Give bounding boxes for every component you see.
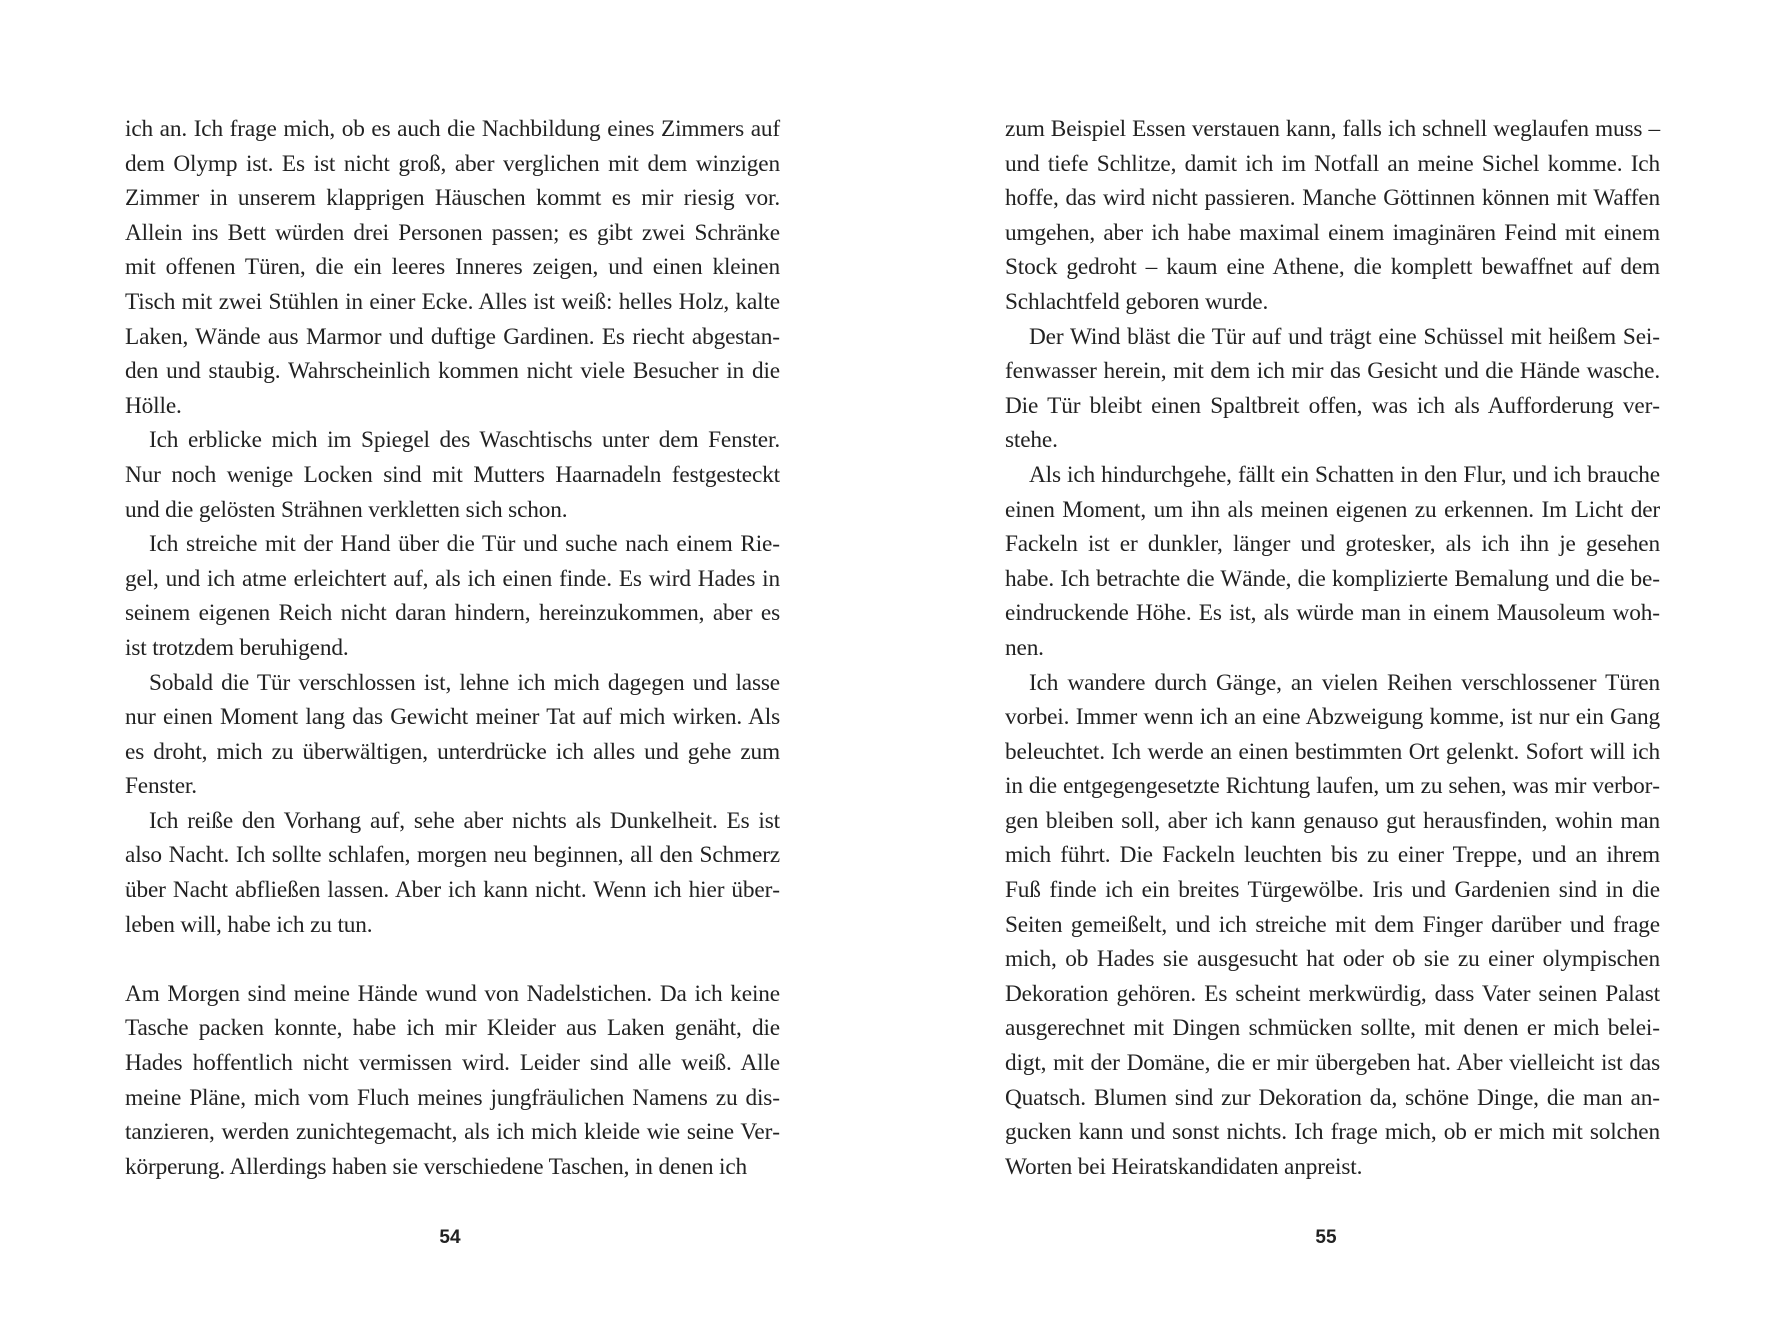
paragraph: Ich wandere durch Gänge, an vielen Reihen verschlossener Türen vorbei. Immer wenn ich an eine Abzweigung komme, ist nur ein Gang beleuchtet. Ich werde an einen bestimmten Ort gelenkt. Sofort will ich in die entgegengesetzte Richtung laufen, um zu sehen, was mir verborgen bleiben soll, aber ich kann genauso gut herausfinden, wohin man mich führt. Die Fackeln leuchten bis zu einer Treppe, und an ihrem Fuß finde ich ein breites Türgewölbe. Iris und Gardenien sind in die Seiten gemeißelt, und ich streiche mit dem Finger darüber und frage mich, ob Hades sie ausgesucht hat oder ob sie zu einer olympischen Dekoration gehören. Es scheint merkwürdig, dass Vater seinen Palast ausgerechnet mit Dingen schmücken sollte, mit denen er mich beleidigt, mit der Domäne, die er mir übergeben hat. Aber vielleicht ist das Quatsch. Blumen sind zur Dekoration da, schöne Dinge, die man angucken kann und sonst nichts. Ich frage mich, ob er mich mit solchen Worten bei Heiratskandidaten anpreist. <box>1005 669 1660 1180</box>
page-number: 54 <box>439 1227 461 1248</box>
paragraph: zum Beispiel Essen verstauen kann, falls ich schnell weglaufen muss – und tiefe Schlitze, damit ich im Notfall an meine Sichel komme. Ich hoffe, das wird nicht passieren. Manche Göttinnen können mit Waffen umgehen, aber ich habe maximal einem imaginären Feind mit einem Stock gedroht – kaum eine Athene, die komplett bewaffnet auf dem Schlachtfeld geboren wurde. <box>1005 116 1660 315</box>
page-number: 55 <box>1315 1227 1337 1248</box>
left-page-text <box>125 112 780 1184</box>
paragraph: Als ich hindurchgehe, fällt ein Schatten in den Flur, und ich brauche einen Moment, um ihn als meinen eigenen zu erkennen. Im Licht der Fackeln ist er dunkler, länger und grotesker, als ich ihn je gesehen habe. Ich betrachte die Wände, die komplizierte Bemalung und die beeindruckende Höhe. Es ist, als würde man in einem Mausoleum wohnen. <box>1005 461 1660 661</box>
paragraph-section-start: Am Morgen sind meine Hände wund von Nadelstichen. Da ich keine Tasche packen konnte, habe ich mir Kleider aus Laken genäht, die Hades hoffentlich nicht vermissen wird. Leider sind alle weiß. Alle meine Pläne, mich vom Fluch meines jungfräulichen Namens zu distanzieren, werden zunichtegemacht, als ich mich kleide wie seine Verkörperung. Allerdings haben sie verschiedene Taschen, in denen ich <box>125 980 780 1180</box>
paragraph: Sobald die Tür verschlossen ist, lehne ich mich dagegen und lasse nur einen Moment lang das Gewicht meiner Tat auf mich wirken. Als es droht, mich zu überwältigen, unterdrücke ich alles und gehe zum Fenster. <box>125 669 780 800</box>
paragraph: ich an. Ich frage mich, ob es auch die Nachbildung eines Zimmers auf dem Olymp ist. Es ist nicht groß, aber verglichen mit dem winzigen Zimmer in unserem klapprigen Häuschen kommt es mir riesig vor. Allein ins Bett würden drei Personen passen; es gibt zwei Schränke mit offenen Türen, die ein leeres Inneres zeigen, und einen kleinen Tisch mit zwei Stühlen in einer Ecke. Alles ist weiß: helles Holz, kalte Laken, Wände aus Marmor und duftige Gardinen. Es riecht abgestanden und staubig. Wahrscheinlich kommen nicht viele Besucher in die Hölle. <box>125 116 780 419</box>
paragraph: Ich erblicke mich im Spiegel des Waschtischs unter dem Fenster. Nur noch wenige Locken sind mit Mutters Haarnadeln festgesteckt und die gelösten Strähnen verkletten sich schon. <box>125 427 780 523</box>
right-page <box>886 0 1772 1341</box>
paragraph: Ich reiße den Vorhang auf, sehe aber nichts als Dunkelheit. Es ist also Nacht. Ich sollte schlafen, morgen neu beginnen, all den Schmerz über Nacht abfließen lassen. Aber ich kann nicht. Wenn ich hier überleben will, habe ich zu tun. <box>125 807 780 938</box>
right-page-text <box>1005 112 1660 1184</box>
paragraph: Ich streiche mit der Hand über die Tür und suche nach einem Riegel, und ich atme erleichtert auf, als ich einen finde. Es wird Hades in seinem eigenen Reich nicht daran hindern, hereinzukommen, aber es ist trotzdem beruhigend. <box>125 531 780 661</box>
paragraph: Der Wind bläst die Tür auf und trägt eine Schüssel mit heißem Seifenwasser herein, mit dem ich mir das Gesicht und die Hände wasche. Die Tür bleibt einen Spaltbreit offen, was ich als Aufforderung verstehe. <box>1005 323 1660 454</box>
